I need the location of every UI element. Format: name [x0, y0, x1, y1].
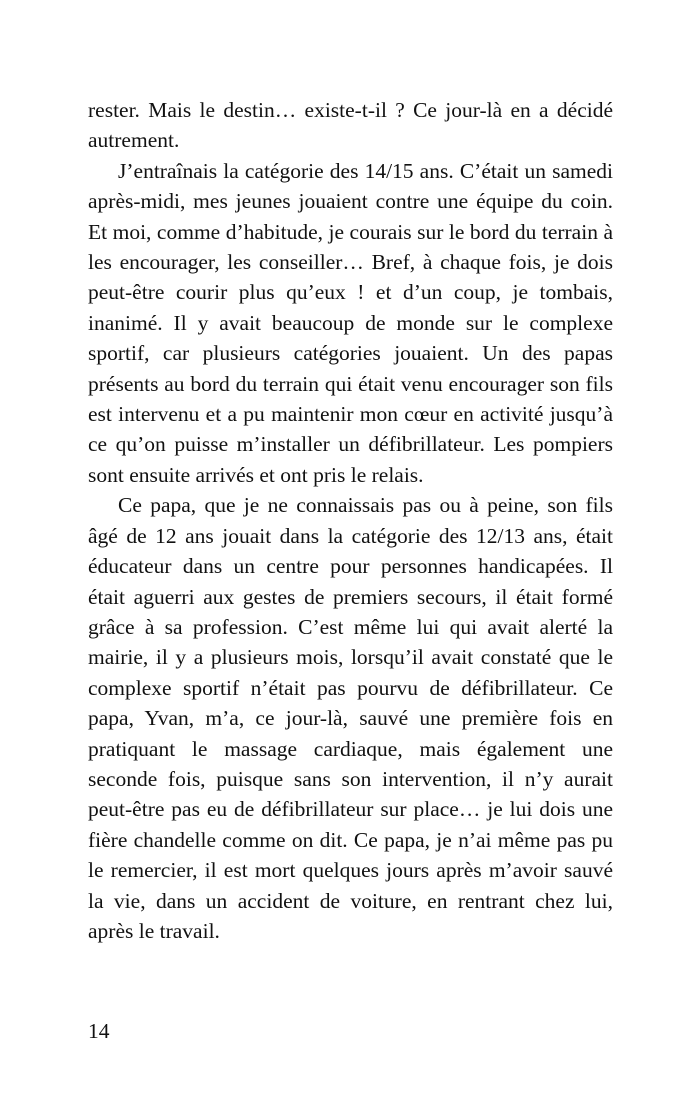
body-text	[88, 95, 613, 946]
paragraph-3: Ce papa, que je ne connaissais pas ou à peine, son fils âgé de 12 ans jouait dans la catégorie des 12/13 ans, était éducateur dans un centre pour personnes handicapées. Il était aguerri aux gestes de premiers secours, il était formé grâce à sa profession. C’est même lui qui avait alerté la mairie, il y a plusieurs mois, lorsqu’il avait constaté que le complexe sportif n’était pas pourvu de défibrillateur. Ce papa, Yvan, m’a, ce jour-là, sauvé une première fois en pratiquant le massage cardiaque, mais également une seconde fois, puisque sans son intervention, il n’y aurait peut-être pas eu de défibrillateur sur place… je lui dois une fière chandelle comme on dit. Ce papa, je n’ai même pas pu le remercier, il est mort quelques jours après m’avoir sauvé la vie, dans un accident de voiture, en rentrant chez lui, après le travail.	[88, 493, 613, 943]
paragraph-1: rester. Mais le destin… existe-t-il ? Ce jour-là en a décidé autrement.	[88, 98, 613, 153]
paragraph-2: J’entraînais la catégorie des 14/15 ans. C’était un samedi après-midi, mes jeunes jouaient contre une équipe du coin. Et moi, comme d’habitude, je courais sur le bord du terrain à les encourager, les conseiller… Bref, à chaque fois, je dois peut-être courir plus qu’eux ! et d’un coup, je tombais, inanimé. Il y avait beaucoup de monde sur le complexe sportif, car plusieurs catégories jouaient. Un des papas présents au bord du terrain qui était venu encourager son fils est intervenu et a pu maintenir mon cœur en activité jusqu’à ce qu’on puisse m’installer un défibrillateur. Les pompiers sont ensuite arrivés et ont pris le relais.	[88, 158, 613, 487]
page-number: 14	[88, 1019, 110, 1043]
